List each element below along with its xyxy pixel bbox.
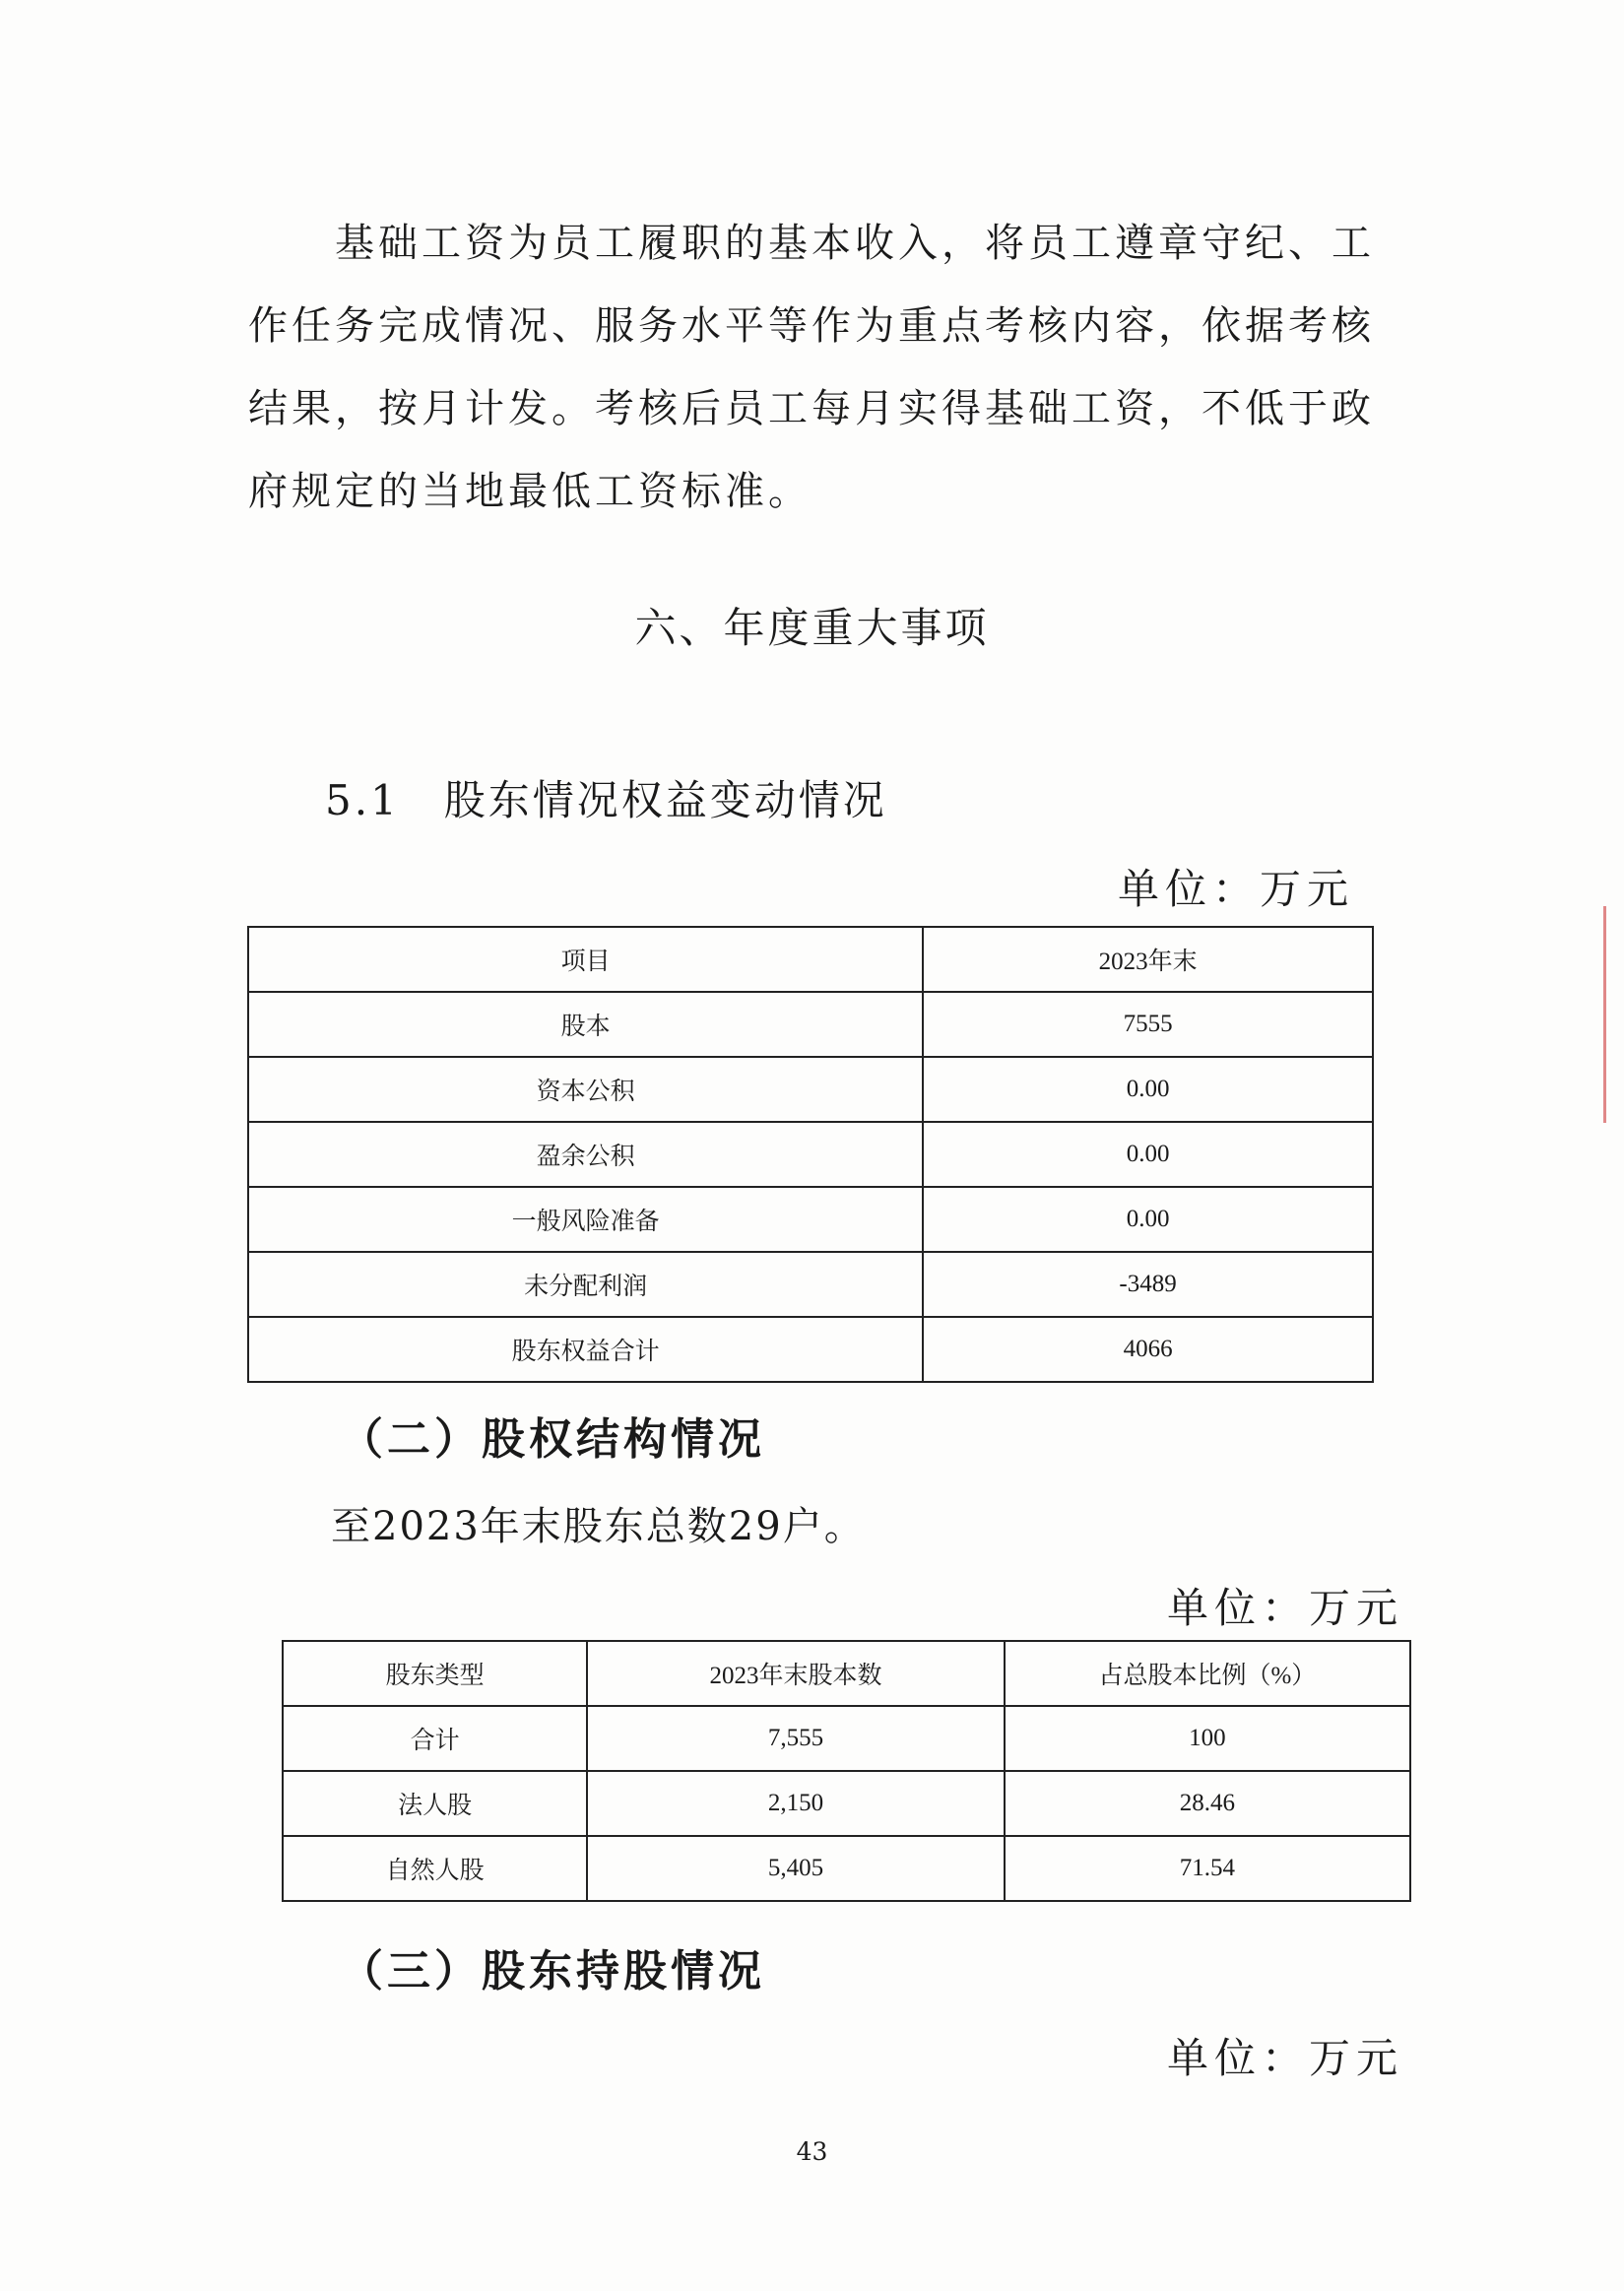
unit-label-2: 单位：万元 — [1167, 1584, 1404, 1632]
row-value: 7555 — [923, 992, 1373, 1057]
row-value: 7,555 — [587, 1706, 1005, 1771]
shareholder-count-text: 至2023年末股东总数29户。 — [331, 1504, 866, 1549]
table-header-row — [248, 927, 1373, 992]
subsection-title: 5.1 股东情况权益变动情况 — [325, 776, 887, 824]
row-value: 28.46 — [1005, 1771, 1410, 1836]
table-row — [283, 1706, 1410, 1771]
row-label: 合计 — [283, 1706, 587, 1771]
header-cell: 2023年末股本数 — [587, 1641, 1005, 1706]
table-row — [283, 1771, 1410, 1836]
heading-equity-structure: （二）股权结构情况 — [340, 1414, 765, 1465]
table-row — [283, 1836, 1410, 1901]
row-label: 法人股 — [283, 1771, 587, 1836]
row-value: 5,405 — [587, 1836, 1005, 1901]
page-number: 43 — [796, 2137, 828, 2166]
table-header-row — [283, 1641, 1410, 1706]
table-row — [248, 1057, 1373, 1122]
stamp-edge — [1603, 906, 1618, 1123]
unit-label-3: 单位：万元 — [1167, 2034, 1404, 2082]
row-label: 股东权益合计 — [248, 1317, 923, 1382]
header-cell: 2023年末 — [923, 927, 1373, 992]
header-cell: 项目 — [248, 927, 923, 992]
section-title: 六、年度重大事项 — [634, 604, 990, 652]
row-label: 未分配利润 — [248, 1252, 923, 1317]
table-row — [248, 1317, 1373, 1382]
row-value: 0.00 — [923, 1057, 1373, 1122]
table-row — [248, 1252, 1373, 1317]
row-label: 股本 — [248, 992, 923, 1057]
row-value: 4066 — [923, 1317, 1373, 1382]
body-paragraph: 基础工资为员工履职的基本收入，将员工遵章守纪、工作任务完成情况、服务水平等作为重点考核内容，依据考核结果，按月计发。考核后员工每月实得基础工资，不低于政府规定的当地最低工资标准。 — [248, 221, 1375, 514]
unit-label-1: 单位：万元 — [1118, 865, 1355, 913]
row-value: 2,150 — [587, 1771, 1005, 1836]
row-label: 自然人股 — [283, 1836, 587, 1901]
header-cell: 股东类型 — [283, 1641, 587, 1706]
row-label: 盈余公积 — [248, 1122, 923, 1187]
header-cell: 占总股本比例（%） — [1005, 1641, 1410, 1706]
heading-shareholdings: （三）股东持股情况 — [340, 1946, 765, 1996]
table-row — [248, 992, 1373, 1057]
row-value: 100 — [1005, 1706, 1410, 1771]
row-label: 资本公积 — [248, 1057, 923, 1122]
row-value: 0.00 — [923, 1187, 1373, 1252]
equity-structure-table — [282, 1640, 1411, 1902]
row-label: 一般风险准备 — [248, 1187, 923, 1252]
row-value: 71.54 — [1005, 1836, 1410, 1901]
row-value: 0.00 — [923, 1122, 1373, 1187]
table-row — [248, 1187, 1373, 1252]
equity-table — [247, 926, 1374, 1383]
row-value: -3489 — [923, 1252, 1373, 1317]
table-row — [248, 1122, 1373, 1187]
